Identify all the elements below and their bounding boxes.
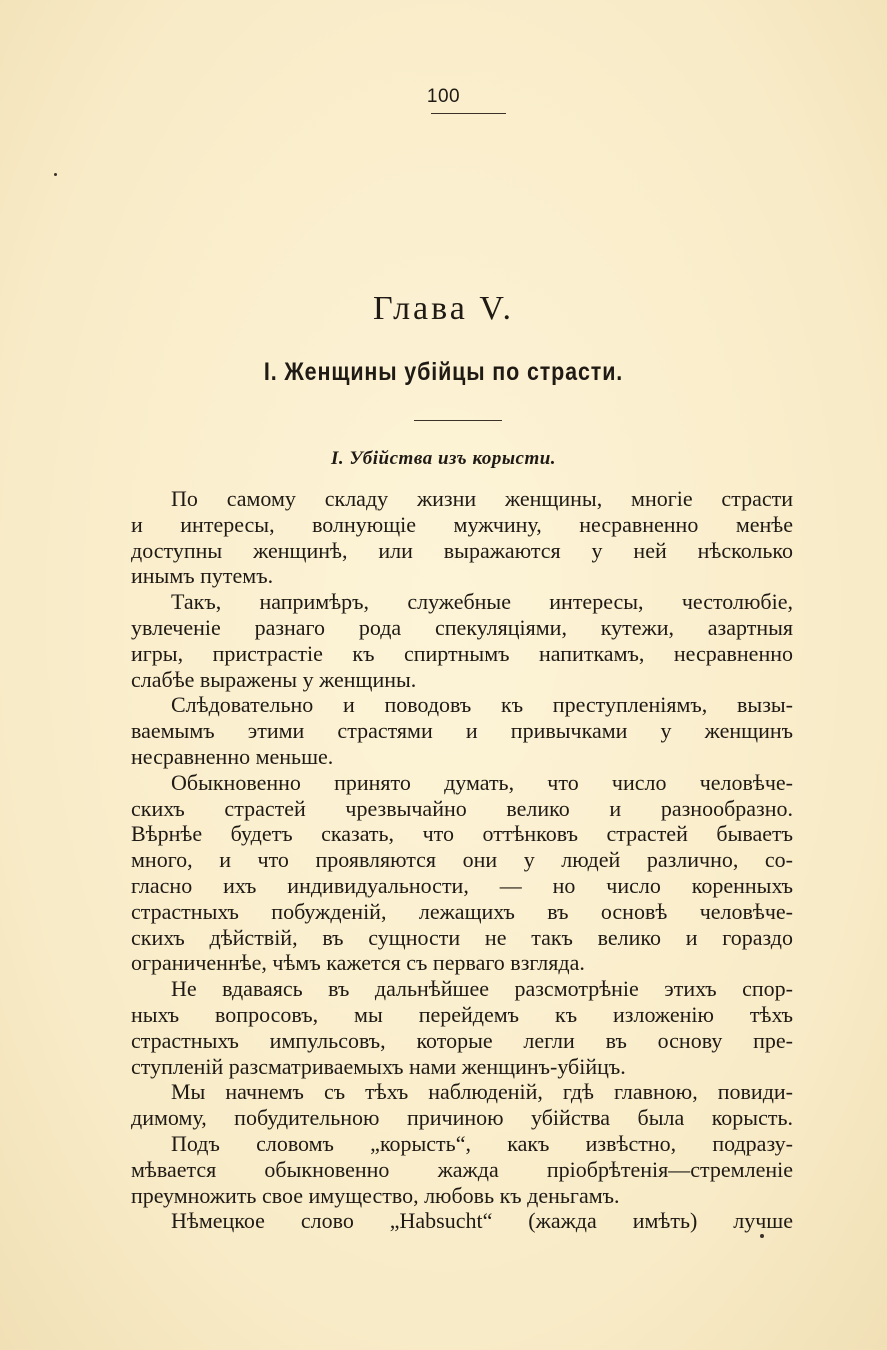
text-line: димому, побудительною причиною убійства была корысть. bbox=[131, 1105, 793, 1131]
text-line: страстныхъ побужденій, лежащихъ въ основѣ человѣче- bbox=[131, 898, 793, 924]
text-line: и интересы, волнующіе мужчину, несравненно менѣе bbox=[131, 511, 793, 537]
chapter-heading: Глава V. bbox=[372, 290, 515, 327]
text-line: Нѣмецкое слово „Habsucht“ (жажда имѣть) лучше bbox=[171, 1208, 793, 1234]
text-line: ограниченнѣе, чѣмъ кажется съ перваго взгляда. bbox=[131, 950, 585, 976]
text-line: увлеченіе разнаго рода спекуляціями, кутежи, азартныя bbox=[131, 614, 793, 640]
text-line: скихъ дѣйствій, въ сущности не такъ велико и гораздо bbox=[131, 924, 793, 950]
text-line: Подъ словомъ „корысть“, какъ извѣстно, подразу- bbox=[171, 1130, 793, 1156]
text-line: Такъ, напримѣръ, служебные интересы, честолюбіе, bbox=[171, 589, 793, 615]
text-line: Мы начнемъ съ тѣхъ наблюденій, гдѣ главною, повиди- bbox=[171, 1079, 793, 1105]
text-line: Слѣдовательно и поводовъ къ преступленіямъ, вызы- bbox=[171, 692, 793, 718]
section-divider bbox=[414, 420, 502, 421]
text-line: несравненно меньше. bbox=[131, 743, 334, 769]
text-line: ваемымъ этими страстями и привычками у женщинъ bbox=[131, 718, 793, 744]
text-line: Обыкновенно принято думать, что число человѣче- bbox=[171, 769, 793, 795]
text-line: доступны женщинѣ, или выражаются у ней нѣсколько bbox=[131, 537, 793, 563]
text-line: преумножить свое имущество, любовь къ деньгамъ. bbox=[131, 1182, 620, 1208]
section-heading: I. Женщины убійцы по страсти. bbox=[263, 358, 624, 386]
text-line: игры, пристрастіе къ спиртнымъ напиткамъ, несравненно bbox=[131, 640, 793, 666]
text-line: инымъ путемъ. bbox=[131, 563, 274, 589]
text-line: много, и что проявляются они у людей различно, со- bbox=[131, 847, 793, 873]
text-line: ступленій разсматриваемыхъ нами женщинъ-убійцъ. bbox=[131, 1053, 626, 1079]
page-number: 100 bbox=[426, 86, 461, 107]
text-line: гласно ихъ индивидуальности, — но число коренныхъ bbox=[131, 872, 793, 898]
body-text bbox=[131, 486, 793, 1234]
text-line: скихъ страстей чрезвычайно велико и разнообразно. bbox=[131, 795, 793, 821]
page-number-underline bbox=[431, 113, 506, 114]
text-line: слабѣе выражены у женщины. bbox=[131, 666, 417, 692]
text-line: ныхъ вопросовъ, мы перейдемъ къ изложенію тѣхъ bbox=[131, 1001, 793, 1027]
text-line: Не вдаваясь въ дальнѣйшее разсмотрѣніе этихъ спор- bbox=[171, 976, 793, 1002]
text-line: По самому складу жизни женщины, многіе страсти bbox=[171, 486, 793, 511]
text-line: Вѣрнѣе будетъ сказать, что оттѣнковъ страстей бываетъ bbox=[131, 821, 793, 847]
text-line: страстныхъ импульсовъ, которые легли въ основу пре- bbox=[131, 1027, 793, 1053]
ink-speck bbox=[54, 173, 57, 176]
text-line: мѣвается обыкновенно жажда пріобрѣтенія—стремленіе bbox=[131, 1156, 793, 1182]
subsection-heading: I. Убійства изъ корысти. bbox=[330, 448, 557, 469]
ink-speck bbox=[760, 1234, 764, 1238]
